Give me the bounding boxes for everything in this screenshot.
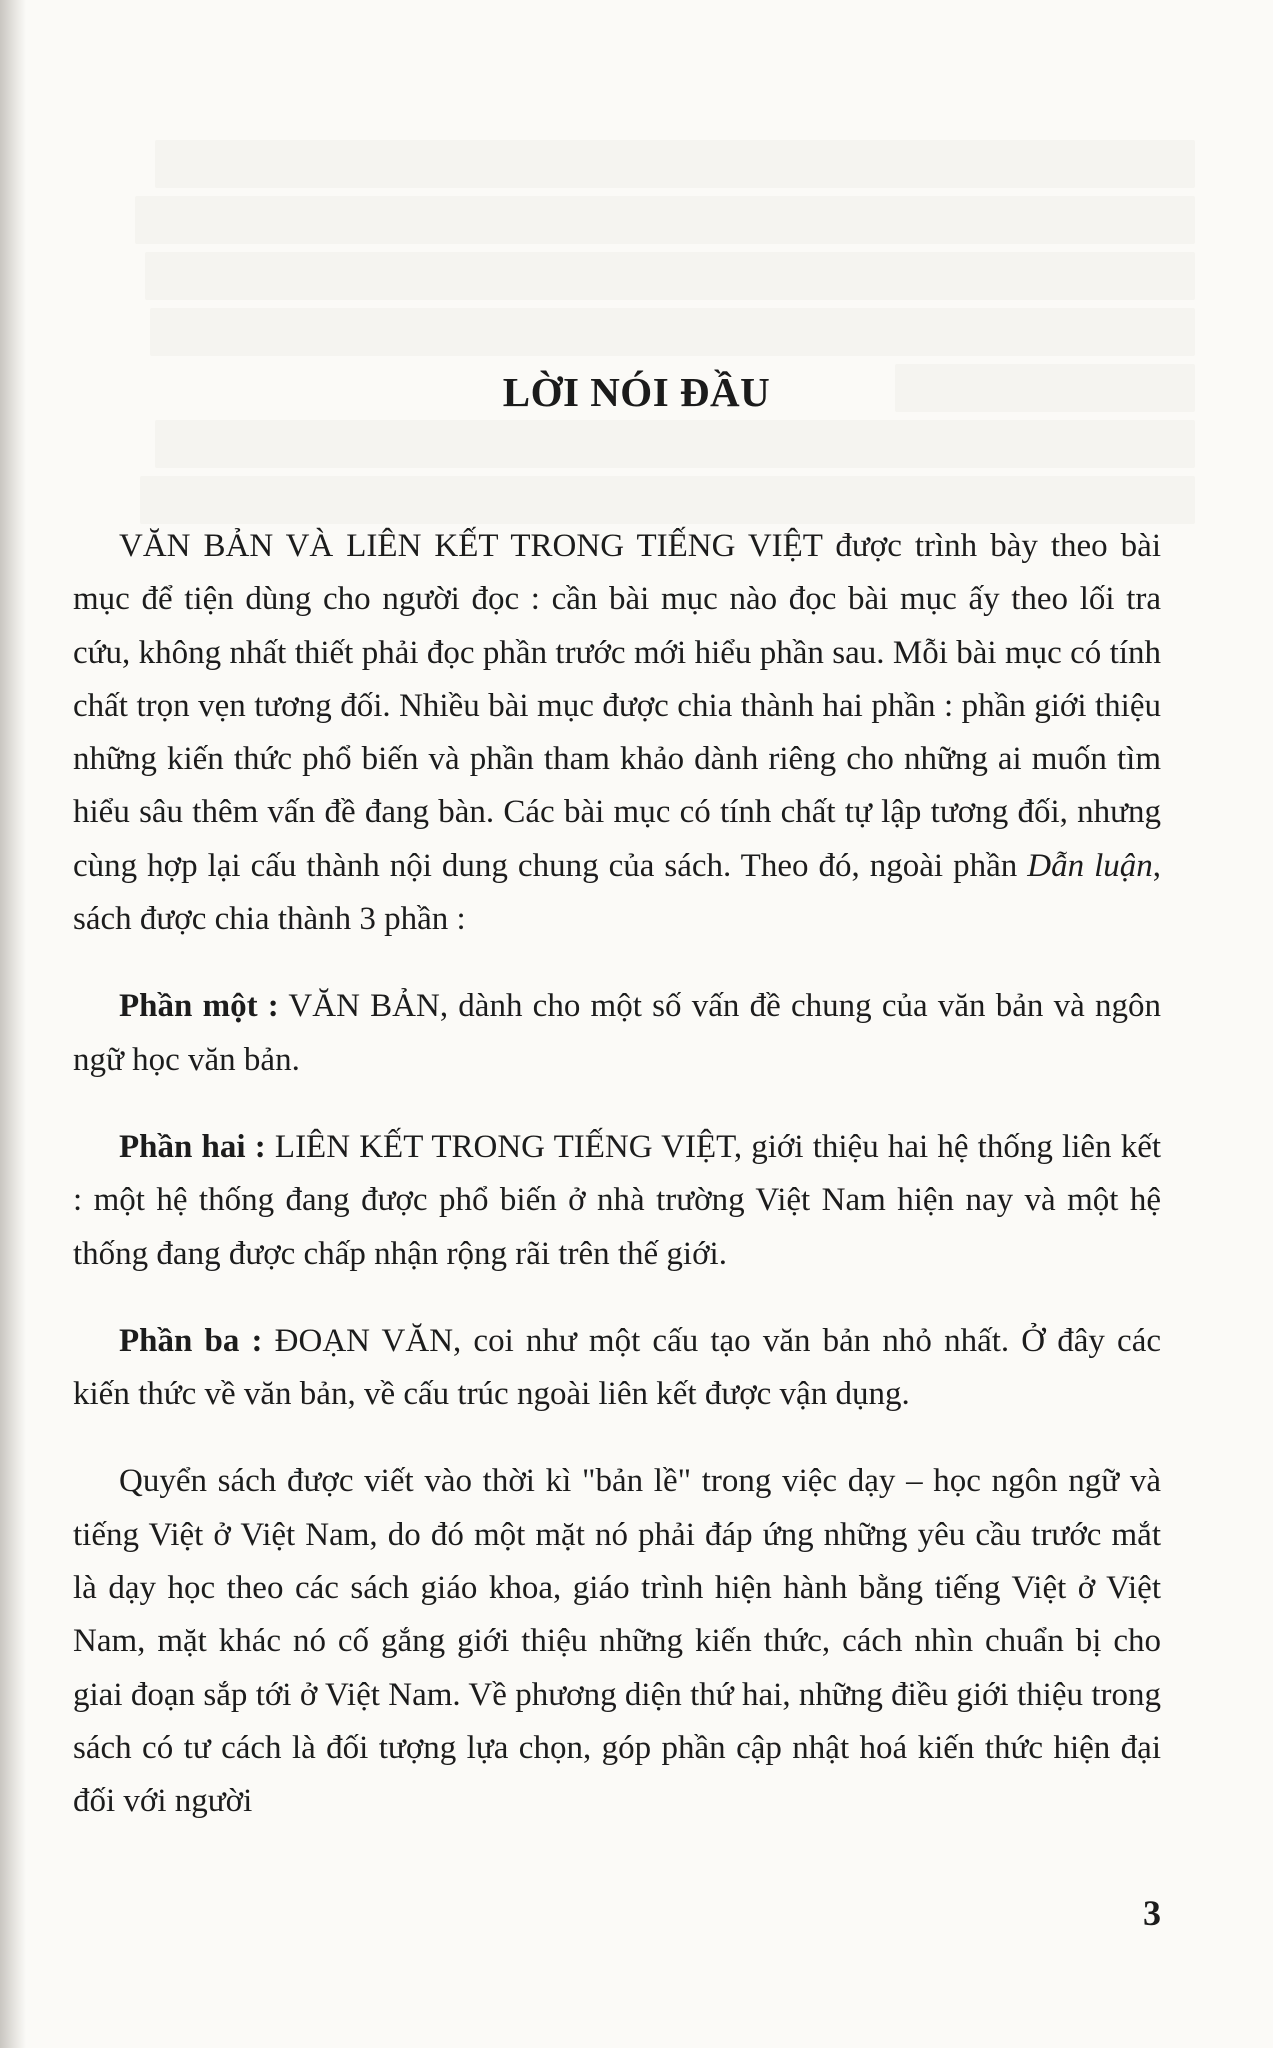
body-text bbox=[73, 520, 1161, 1829]
paragraph-intro-text: VĂN BẢN VÀ LIÊN KẾT TRONG TIẾNG VIỆT được trình bày theo bài mục để tiện dùng cho người đọc : cần bài mục nào đọc bài mục ấy theo lối tra cứu, không nhất thiết phải đọc phần trước mới hiểu phần sau. Mỗi bài mục có tính chất trọn vẹn tương đối. Nhiều bài mục được chia thành hai phần : phần giới thiệu những kiến thức phổ biến và phần tham khảo dành riêng cho những ai muốn tìm hiểu sâu thêm vấn đề đang bàn. Các bài mục có tính chất tự lập tương đối, nhưng cùng hợp lại cấu thành nội dung chung của sách. Theo đó, ngoài phần bbox=[73, 528, 1161, 884]
paragraph-intro-end: , sách được chia thành 3 phần : bbox=[73, 847, 1162, 938]
page-title: LỜI NÓI ĐẦU bbox=[502, 369, 771, 415]
part-two-text: LIÊN KẾT TRONG TIẾNG VIỆT, giới thiệu hai hệ thống liên kết : một hệ thống đang được phổ biến ở nhà trường Việt Nam hiện nay và một hệ thống đang được chấp nhận rộng rãi trên thế giới. bbox=[73, 1128, 1162, 1272]
page-binding-shadow bbox=[0, 0, 26, 2048]
part-one-text: VĂN BẢN, dành cho một số vấn đề chung của văn bản và ngôn ngữ học văn bản. bbox=[73, 988, 1161, 1078]
part-two-label: Phần hai : bbox=[119, 1128, 266, 1165]
part-three-text: ĐOẠN VĂN, coi như một cấu tạo văn bản nhỏ nhất. Ở đây các kiến thức về văn bản, về cấu trúc ngoài liên kết được vận dụng. bbox=[73, 1322, 1161, 1413]
paragraph-part-one bbox=[73, 980, 1161, 1087]
paragraph-part-two bbox=[73, 1121, 1161, 1281]
italic-term: Dẫn luận bbox=[1027, 847, 1153, 884]
part-one-label: Phần một : bbox=[119, 988, 279, 1025]
part-three-label: Phần ba : bbox=[119, 1322, 263, 1359]
paragraph-intro bbox=[73, 520, 1161, 946]
paragraph-context: Quyển sách được viết vào thời kì "bản lề" trong việc dạy – học ngôn ngữ và tiếng Việt ở Việt Nam, do đó một mặt nó phải đáp ứng những yêu cầu trước mắt là dạy học theo các sách giáo khoa, giáo trình hiện hành bằng tiếng Việt ở Việt Nam, mặt khác nó cố gắng giới thiệu những kiến thức, cách nhìn chuẩn bị cho giai đoạn sắp tới ở Việt Nam. Về phương diện thứ hai, những điều giới thiệu trong sách có tư cách là đối tượng lựa chọn, góp phần cập nhật hoá kiến thức hiện đại đối với người bbox=[73, 1463, 1161, 1820]
paragraph-part-three bbox=[73, 1315, 1161, 1422]
page-number: 3 bbox=[1143, 1893, 1161, 1933]
show-through-text bbox=[95, 140, 1195, 532]
